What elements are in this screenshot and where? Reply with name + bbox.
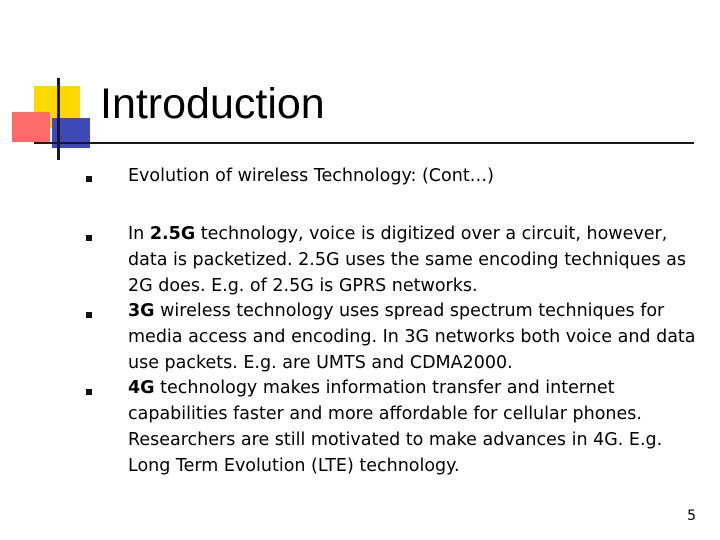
bullet-item — [128, 298, 708, 376]
bullet-prefix: In — [128, 224, 150, 244]
bullet-bold-term: 3G — [128, 301, 155, 321]
logo-vertical-line — [57, 78, 60, 160]
title-underline — [34, 142, 694, 144]
bullet-bold-term: 4G — [128, 378, 155, 398]
bullet-suffix: technology makes information transfer and internet capabilities faster and more affordable for cellular phones. Researchers are still motivated to make advances in 4G. E.g. Long Term Evolution (LTE) technology. — [128, 378, 663, 476]
bullet-marker — [86, 235, 92, 241]
bullet-marker — [86, 176, 92, 182]
bullet-bold-term: 2.5G — [149, 224, 196, 244]
bullet-item — [128, 221, 708, 299]
logo-red-square — [12, 112, 50, 142]
page-number: 5 — [687, 508, 696, 524]
bullet-item — [128, 375, 708, 479]
bullet-item — [128, 163, 708, 189]
bullet-marker — [86, 312, 92, 318]
slide-title: Introduction — [100, 80, 325, 128]
bullet-suffix: technology, voice is digitized over a circuit, however, data is packetized. 2.5G uses the same encoding techniques as 2G does. E.g. of 2.5G is GPRS networks. — [128, 224, 686, 296]
bullet-suffix: wireless technology uses spread spectrum techniques for media access and encoding. In 3G networks both voice and data use packets. E.g. are UMTS and CDMA2000. — [128, 301, 696, 373]
bullet-text: Evolution of wireless Technology: (Cont…) — [128, 166, 495, 186]
bullet-marker — [86, 389, 92, 395]
